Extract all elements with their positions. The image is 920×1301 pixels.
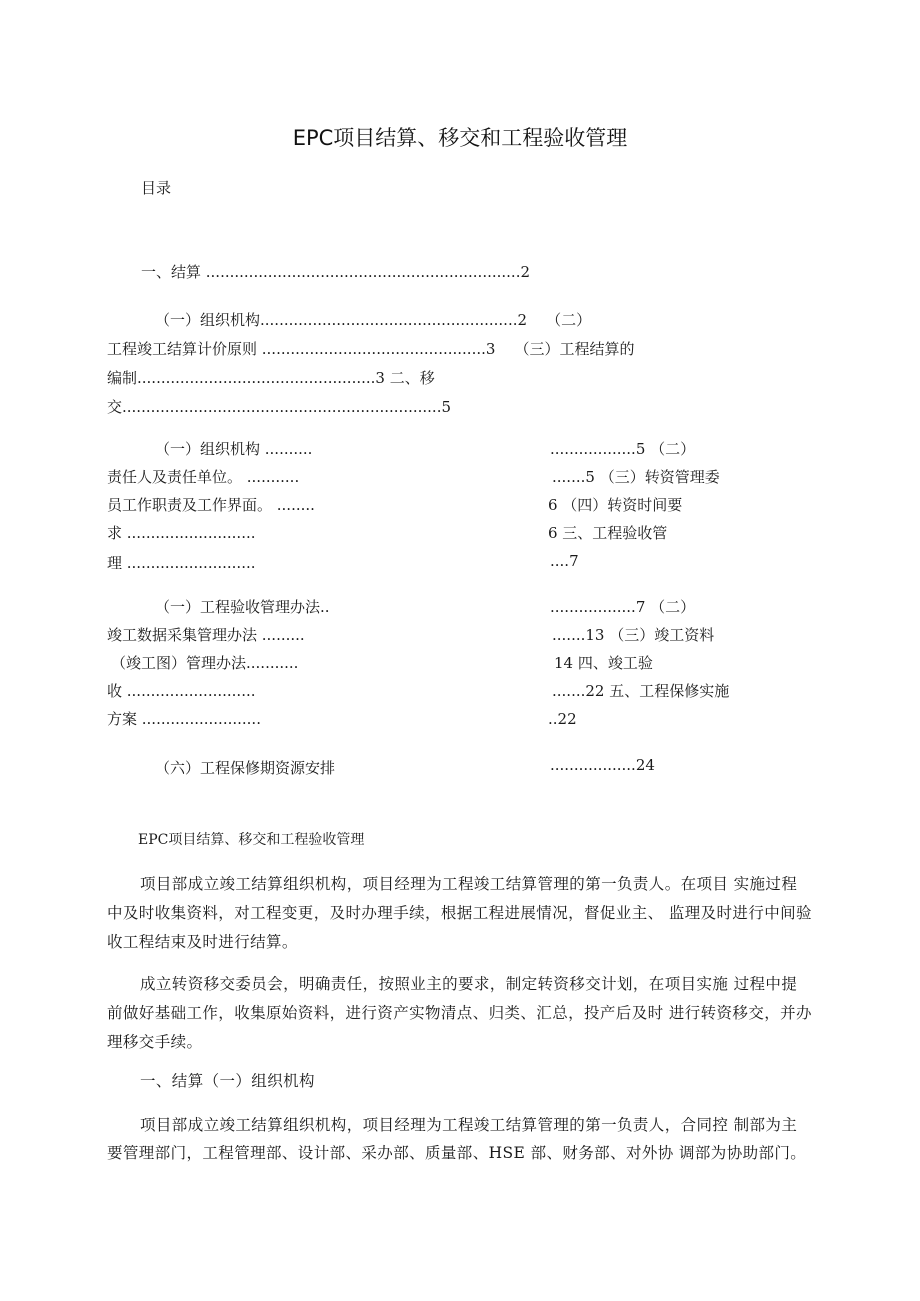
toc-left-line: （六）工程保修期资源安排 [155,759,336,777]
toc-left-line: 员工作职责及工作界面。 ........ [107,496,315,514]
paragraph-line: 收工程结束及时进行结算。 [107,933,298,951]
toc-right-line: .......5 （三）转资管理委 [552,468,720,486]
paragraph-line: 中及时收集资料，对工程变更，及时办理手续，根据工程进展情况，督促业主、 监理及时进行中间验 [107,904,812,922]
toc-right-line: 6 三、工程验收管 [548,524,668,542]
toc-right-line: ..................24 [550,756,655,774]
toc-heading: 目录 [141,179,172,197]
toc-left-line: 收 ........................... [107,682,256,700]
toc-left-line: 责任人及责任单位。 ........... [107,468,300,486]
paragraph-line: 前做好基础工作，收集原始资料，进行资产实物清点、归类、汇总，投产后及时 进行转资移交，并办 [107,1004,812,1022]
toc-right-line: .......22 五、工程保修实施 [552,682,730,700]
toc-left-line: 方案 ......................... [107,710,261,728]
toc-left-line: （一）组织机构 .......... [155,440,313,458]
document-title: EPC项目结算、移交和工程验收管理 [292,126,628,150]
toc-right-line: ....7 [550,552,579,570]
paragraph-line: 要管理部门，工程管理部、设计部、采办部、质量部、HSE 部、财务部、对外协 调部为协助部门。 [107,1144,807,1162]
toc-line: 交...................................................................5 [107,398,452,416]
toc-right-line: ..................7 （二） [550,598,696,616]
toc-right-line: .......13 （三）竣工资料 [552,626,715,644]
toc-line: 编制..................................................3 二、移 [107,369,435,387]
toc-right-line: 6 （四）转资时间要 [548,496,683,514]
toc-left-line: （竣工图）管理办法........... [111,654,299,672]
body-heading: EPC项目结算、移交和工程验收管理 [138,832,365,848]
toc-line: 工程竣工结算计价原则 ...............................................3 （三）工程结算的 [107,340,635,358]
toc-right-line: 14 四、竣工验 [554,654,653,672]
paragraph-line: 项目部成立竣工结算组织机构，项目经理为工程竣工结算管理的第一负责人，合同控 制部为主 [140,1116,798,1134]
paragraph-line: 理移交手续。 [107,1033,203,1051]
toc-left-line: （一）工程验收管理办法.. [155,598,330,616]
toc-right-line: ..................5 （二） [550,440,696,458]
toc-left-line: 理 ........................... [107,554,256,572]
toc-line: 一、结算 ..................................................................2 [141,263,531,281]
toc-right-line: ..22 [548,710,577,728]
paragraph-line: 成立转资移交委员会，明确责任，按照业主的要求，制定转资移交计划，在项目实施 过程中提 [140,975,798,993]
toc-line: （一）组织机构......................................................2 （二） [155,311,592,329]
section-heading: 一、结算（一）组织机构 [140,1072,315,1090]
toc-left-line: 求 ........................... [107,524,256,542]
paragraph-line: 项目部成立竣工结算组织机构，项目经理为工程竣工结算管理的第一负责人。在项目 实施过程 [140,875,798,893]
toc-left-line: 竣工数据采集管理办法 ......... [107,626,305,644]
